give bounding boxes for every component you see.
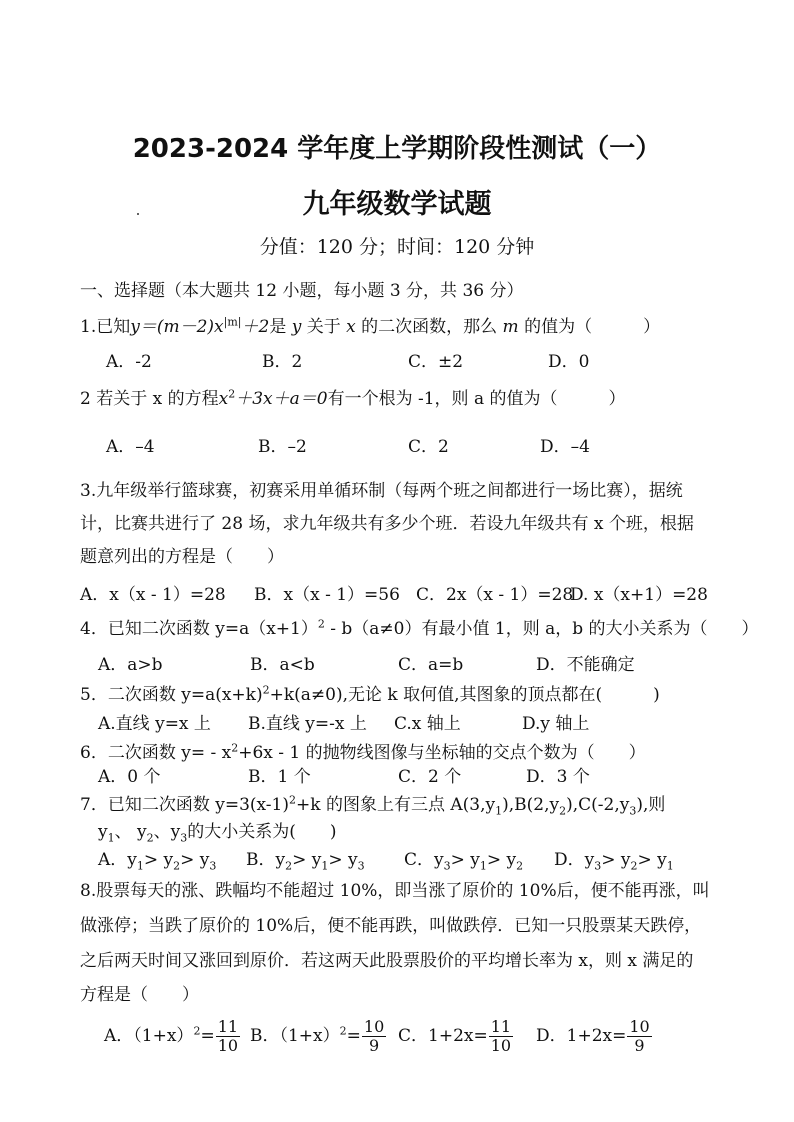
q7b-s2: 1 bbox=[321, 859, 329, 873]
q8-line-3: 之后两天时间又涨回到原价．若这两天此股票股价的平均增长率为 x，则 x 满足的 bbox=[80, 951, 694, 971]
q7b-q: > y bbox=[292, 850, 322, 870]
q6-text-a: 6．二次函数 y= - x bbox=[80, 743, 232, 763]
q2-option-c: C．2 bbox=[408, 437, 449, 457]
q8a-label: A．（1+x） bbox=[104, 1026, 194, 1046]
q3-line-2: 计，比赛共进行了 28 场，求九年级共有多少个班．若设九年级共有 x 个班，根据 bbox=[80, 514, 694, 534]
q7b-r: > y bbox=[328, 850, 358, 870]
q8d-fraction bbox=[627, 1018, 651, 1055]
q7a-s3: 3 bbox=[209, 859, 217, 873]
q7d-s3: 1 bbox=[666, 859, 674, 873]
q7-l2-sub1: 1 bbox=[107, 831, 115, 845]
q8c-eq: = bbox=[473, 1026, 488, 1046]
q3-line-1: 3.九年级举行篮球赛，初赛采用单循环制（每两个班之间都进行一场比赛），据统 bbox=[80, 481, 683, 501]
q1-option-d: D．0 bbox=[548, 352, 590, 372]
question-7-stem bbox=[80, 790, 665, 817]
q8-option-d bbox=[536, 1018, 652, 1055]
q3-option-a: A．x（x - 1）=28 bbox=[80, 585, 226, 605]
q6-exponent: 2 bbox=[231, 741, 239, 755]
question-1-stem bbox=[80, 312, 660, 337]
q7d-s2: 2 bbox=[630, 859, 638, 873]
q4-text-a: 4．已知二次函数 y=a（x+1） bbox=[80, 619, 318, 639]
q7b-s3: 3 bbox=[357, 859, 365, 873]
q1-option-b: B．2 bbox=[262, 352, 303, 372]
question-4-stem bbox=[80, 614, 759, 639]
q6-option-b: B．1 个 bbox=[248, 767, 311, 787]
q8d-eq: = bbox=[612, 1026, 627, 1046]
q8c-fraction bbox=[489, 1018, 513, 1055]
q1-var-m: m bbox=[502, 317, 519, 337]
q8-line-1: 8.股票每天的涨、跌幅均不能超过 10%，即当涨了原价的 10%后，便不能再涨，叫 bbox=[80, 881, 710, 901]
q2-option-b: B．–2 bbox=[258, 437, 307, 457]
q2-exponent: 2 bbox=[228, 387, 236, 401]
q7b-p: B．y bbox=[246, 850, 286, 870]
q7-option-d bbox=[554, 845, 674, 872]
q5-option-b: B.直线 y=-x 上 bbox=[248, 714, 367, 734]
q8-option-a bbox=[104, 1018, 240, 1055]
q8a-eq: = bbox=[200, 1026, 215, 1046]
q7d-s1: 3 bbox=[594, 859, 602, 873]
q7-l2-sub2: 2 bbox=[146, 831, 154, 845]
q1-text-d: 的二次函数，那么 bbox=[361, 317, 498, 337]
q7-text-d: ),C(-2,y bbox=[566, 795, 630, 815]
q8d-den: 9 bbox=[634, 1036, 645, 1055]
q4-option-b: B．a<b bbox=[250, 655, 315, 675]
q7-sub-2: 2 bbox=[559, 804, 567, 818]
q4-option-a: A．a>b bbox=[98, 655, 163, 675]
q6-option-c: C．2 个 bbox=[398, 767, 462, 787]
q8c-den: 10 bbox=[490, 1036, 512, 1055]
q8-line-2: 做涨停；当跌了原价的 10%后，便不能再跌，叫做跌停．已知一只股票某天跌停， bbox=[80, 916, 702, 936]
q8a-sup: 2 bbox=[193, 1024, 201, 1038]
q8a-num: 11 bbox=[217, 1017, 239, 1036]
q8a-den: 10 bbox=[217, 1036, 239, 1055]
q7-l2-a: y bbox=[98, 822, 108, 842]
q4-text-b: - b（a≠0）有最小值 1，则 a，b 的大小关系为（ ） bbox=[324, 619, 759, 639]
q7a-p: A．y bbox=[98, 850, 137, 870]
q8b-eq: = bbox=[346, 1026, 361, 1046]
q8a-fraction bbox=[216, 1018, 240, 1055]
q6-text-b: +6x - 1 的抛物线图像与坐标轴的交点个数为（ ） bbox=[238, 743, 646, 763]
q7-text-e: ),则 bbox=[636, 795, 666, 815]
q2-text-b: 有一个根为 -1，则 a 的值为（ ） bbox=[327, 389, 626, 409]
q1-eq-part1: y＝(m－2)x bbox=[130, 317, 224, 337]
q8-option-b bbox=[250, 1018, 386, 1055]
section-heading: 一、选择题（本大题共 12 小题，每小题 3 分，共 36 分） bbox=[80, 281, 524, 301]
q7-l2-d: 的大小关系为( ) bbox=[187, 822, 337, 842]
q5-option-d: D.y 轴上 bbox=[522, 714, 590, 734]
q4-option-c: C．a=b bbox=[398, 655, 464, 675]
q5-option-c: C.x 轴上 bbox=[394, 714, 461, 734]
q7d-q: > y bbox=[601, 850, 631, 870]
q7-text-a: 7．已知二次函数 y=3(x-1) bbox=[80, 795, 289, 815]
q1-text-c: 关于 bbox=[306, 317, 341, 337]
q7-exponent: 2 bbox=[289, 793, 296, 807]
q6-option-a: A．0 个 bbox=[98, 767, 161, 787]
q5-option-a: A.直线 y=x 上 bbox=[98, 714, 211, 734]
q7-sub-1: 1 bbox=[495, 804, 503, 818]
q7c-q: > y bbox=[450, 850, 480, 870]
q2-eq-part1: x bbox=[218, 389, 229, 409]
q8-line-4: 方程是（ ） bbox=[80, 985, 199, 1005]
q4-option-d: D．不能确定 bbox=[536, 655, 635, 675]
q3-option-d: D. x（x+1）=28 bbox=[570, 585, 708, 605]
q7b-s1: 2 bbox=[285, 859, 293, 873]
q8c-num: 11 bbox=[490, 1017, 512, 1036]
q8b-num: 10 bbox=[363, 1017, 385, 1036]
q8d-label: D．1+2x bbox=[536, 1026, 613, 1046]
q7d-p: D．y bbox=[554, 850, 595, 870]
q1-text-e: 的值为（ ） bbox=[524, 317, 661, 337]
q7-text-c: ),B(2,y bbox=[502, 795, 560, 815]
q7c-s2: 1 bbox=[479, 859, 487, 873]
question-5-stem bbox=[80, 680, 660, 705]
q1-var-x: x bbox=[346, 317, 356, 337]
q8-option-c bbox=[398, 1018, 513, 1055]
q7a-s1: 1 bbox=[136, 859, 144, 873]
q3-option-c: C．2x（x - 1）=28 bbox=[416, 585, 574, 605]
q8d-num: 10 bbox=[629, 1017, 650, 1036]
q1-text-a: 1.已知 bbox=[80, 317, 131, 337]
question-6-stem bbox=[80, 738, 646, 763]
q5-text-b: +k(a≠0),无论 k 取何值,其图象的顶点都在( ) bbox=[269, 685, 660, 705]
q7c-p: C．y bbox=[404, 850, 444, 870]
exam-subtitle: 九年级数学试题 bbox=[302, 189, 492, 220]
q7c-s1: 3 bbox=[443, 859, 451, 873]
q8c-label: C．1+2x bbox=[398, 1026, 474, 1046]
q3-line-3: 题意列出的方程是（ ） bbox=[80, 547, 284, 567]
q3-option-b: B．x（x - 1）=56 bbox=[254, 585, 400, 605]
q1-eq-part2: ＋2 bbox=[241, 317, 270, 337]
q1-text-b: 是 bbox=[269, 317, 287, 337]
q8b-sup: 2 bbox=[339, 1024, 347, 1038]
q2-text-a: 2 若关于 x 的方程 bbox=[80, 389, 219, 409]
q2-option-d: D．–4 bbox=[540, 437, 590, 457]
exam-info: 分值：120 分；时间：120 分钟 bbox=[259, 236, 535, 258]
q4-exponent: 2 bbox=[317, 617, 325, 631]
question-2-stem bbox=[80, 384, 625, 409]
q7-option-c bbox=[404, 845, 523, 872]
q7-l2-c: 、y bbox=[153, 822, 181, 842]
q1-exponent: |m| bbox=[223, 315, 242, 329]
q7a-r: > y bbox=[180, 850, 210, 870]
q1-var-y: y bbox=[291, 317, 302, 337]
q8b-label: B．（1+x） bbox=[250, 1026, 340, 1046]
q7-sub-3: 3 bbox=[629, 804, 637, 818]
q7-l2-sub3: 3 bbox=[180, 831, 188, 845]
q7a-q: > y bbox=[143, 850, 174, 870]
q8b-den: 9 bbox=[368, 1036, 380, 1055]
q1-option-a: A．-2 bbox=[106, 352, 152, 372]
q7-line-2 bbox=[98, 817, 337, 844]
q8b-fraction bbox=[362, 1018, 386, 1055]
q7-text-b: +k 的图象上有三点 A(3,y bbox=[296, 795, 496, 815]
q7-option-b bbox=[246, 845, 365, 872]
q7a-s2: 2 bbox=[173, 859, 181, 873]
q5-text-a: 5．二次函数 y=a(x+k) bbox=[80, 685, 263, 705]
q7c-r: > y bbox=[486, 850, 517, 870]
q5-exponent: 2 bbox=[262, 683, 270, 697]
q1-option-c: C．±2 bbox=[408, 352, 464, 372]
q7-option-a bbox=[98, 845, 216, 872]
q2-eq-part2: ＋3x＋a＝0 bbox=[235, 389, 328, 409]
q2-option-a: A．–4 bbox=[106, 437, 155, 457]
exam-title: 2023-2024 学年度上学期阶段性测试（一） bbox=[132, 134, 662, 164]
q7d-r: > y bbox=[637, 850, 667, 870]
q7-l2-b: 、 y bbox=[114, 822, 147, 842]
q7c-s3: 2 bbox=[516, 859, 524, 873]
q6-option-d: D．3 个 bbox=[526, 767, 590, 787]
